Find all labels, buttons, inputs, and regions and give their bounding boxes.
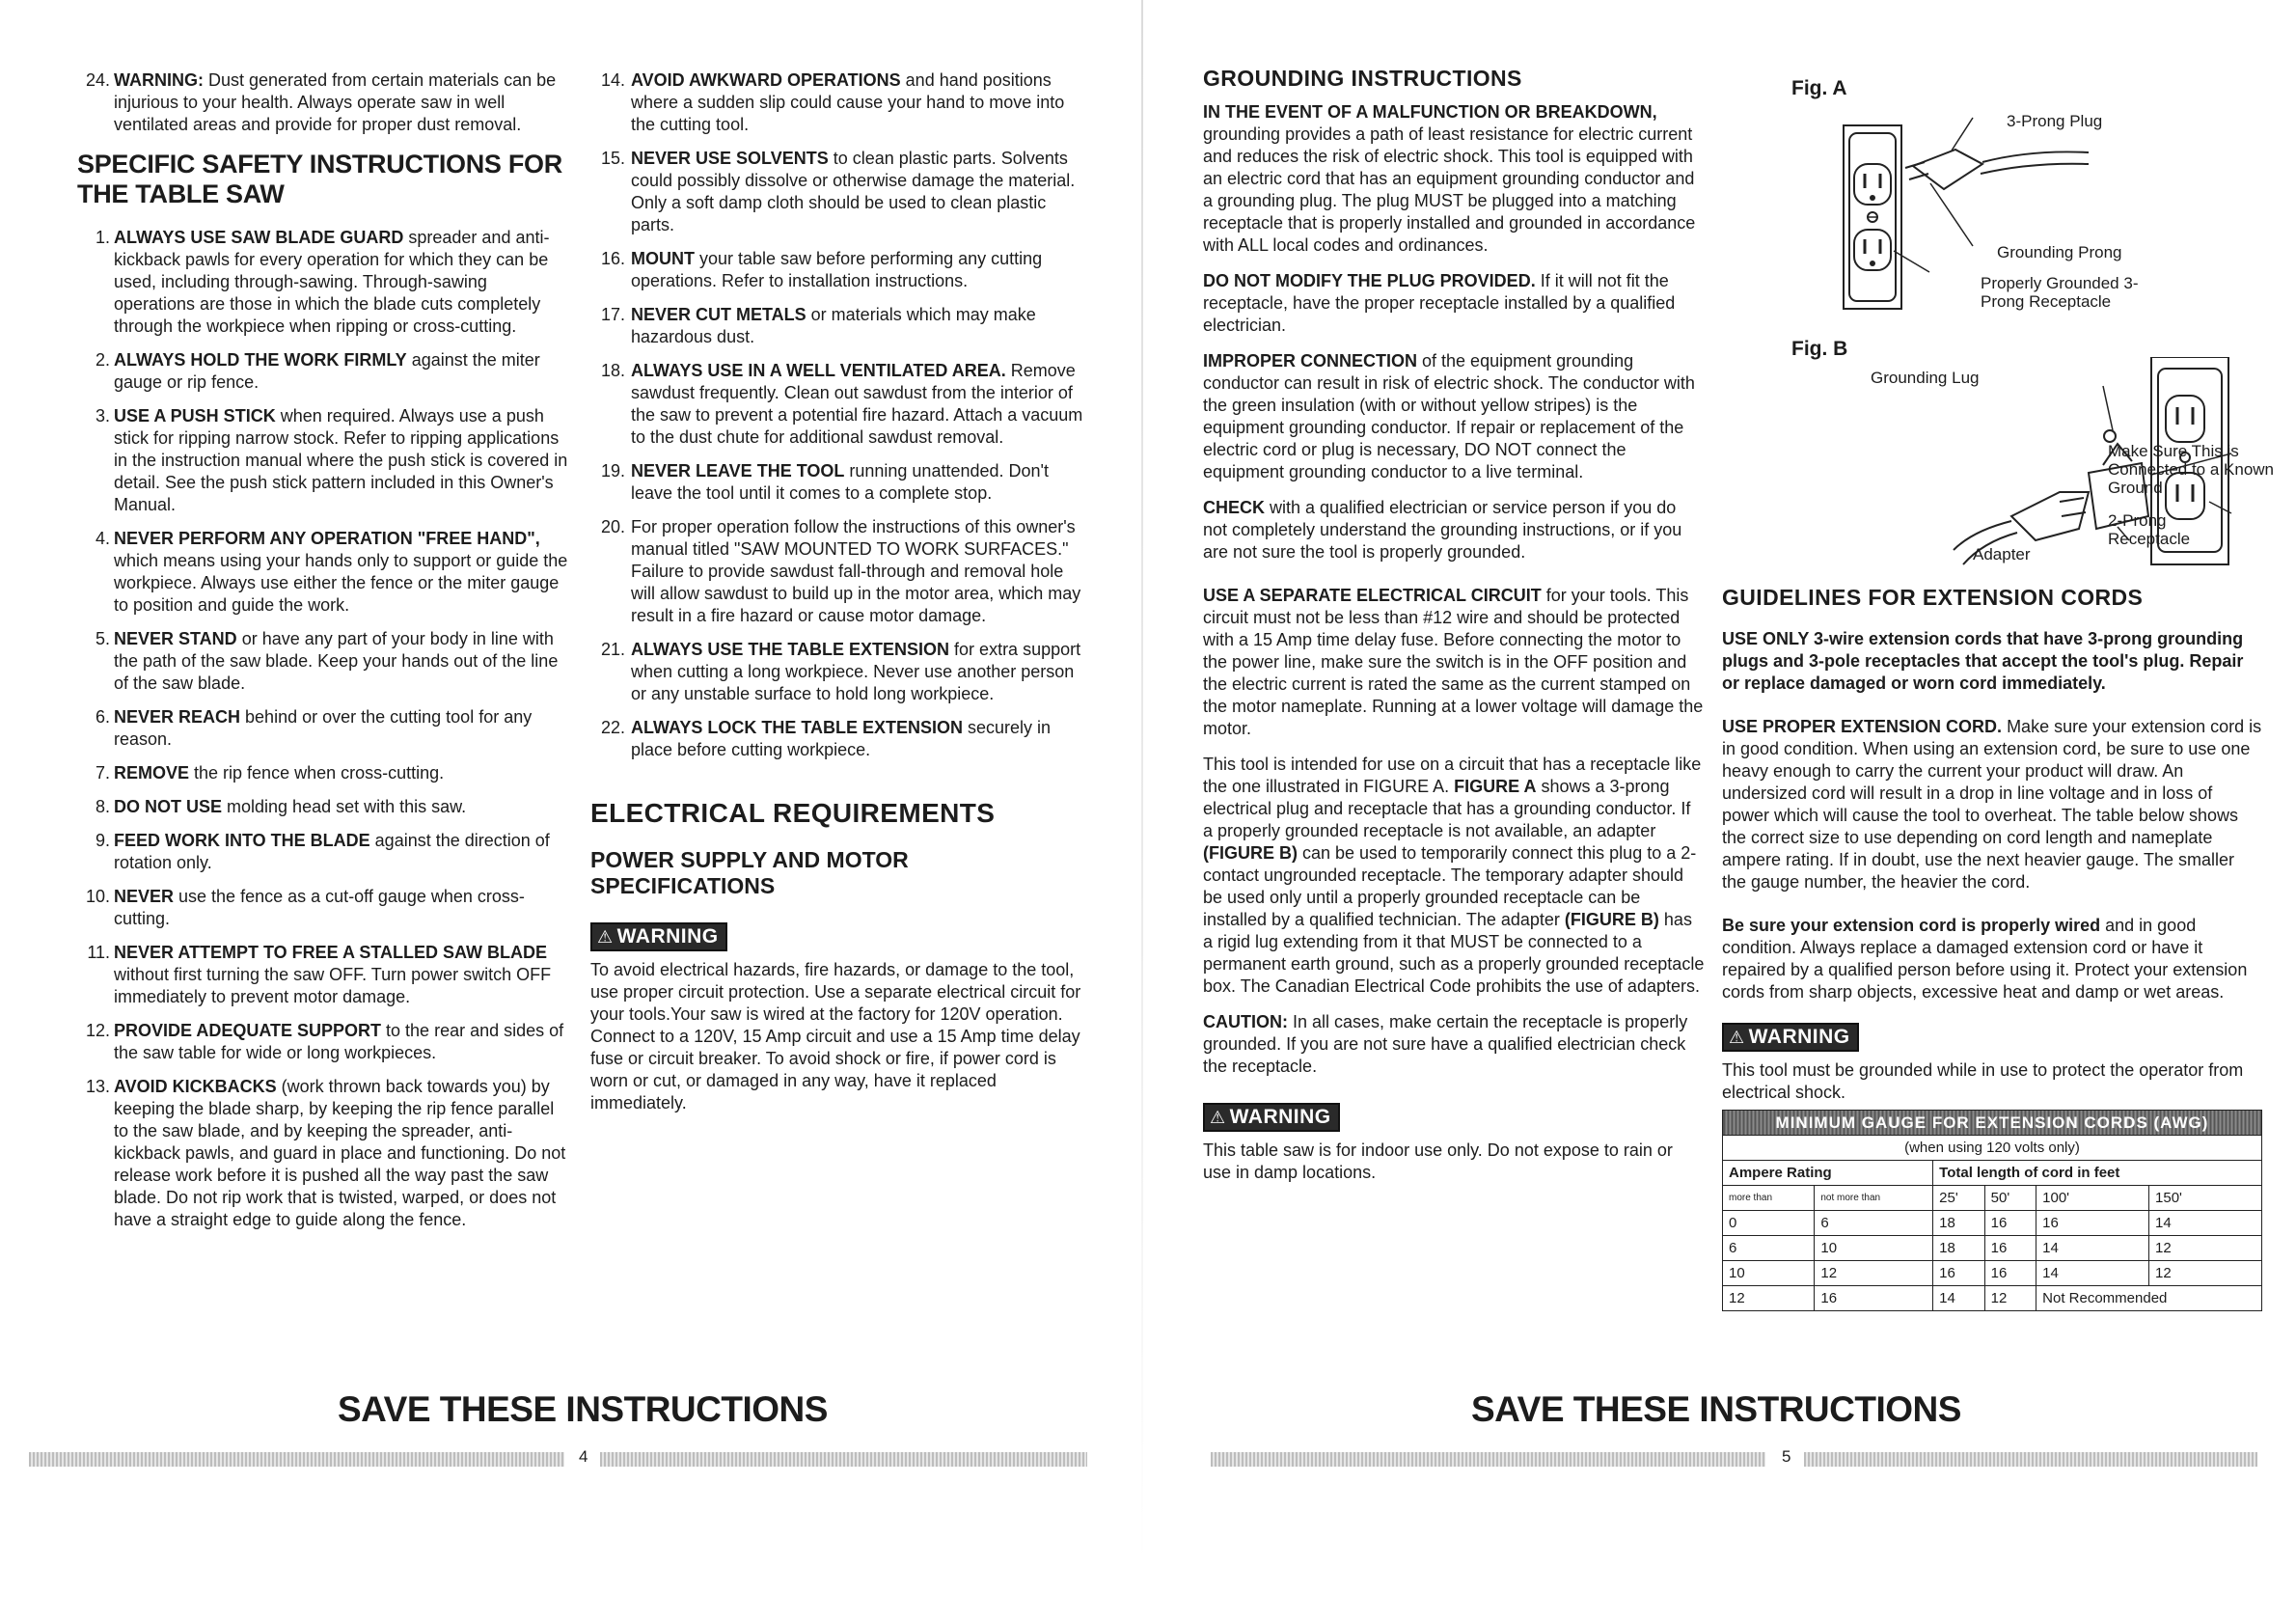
warning-badge <box>1203 1103 1340 1132</box>
item-text: behind or over the cutting tool for any reason. <box>114 707 533 749</box>
item-lead: ALWAYS USE IN A WELL VENTILATED AREA. <box>631 361 1006 380</box>
extension-cords-title: GUIDELINES FOR EXTENSION CORDS <box>1722 585 2144 610</box>
table-cell: 6 <box>1723 1236 1815 1261</box>
length-header: 150' <box>2149 1186 2262 1211</box>
para-text: shows a 3-prong electrical plug and receptacle that has a grounding conductor. If a properly grounded receptacle is not available, an adapter <box>1203 777 1691 840</box>
electrical-title: ELECTRICAL REQUIREMENTS <box>590 798 996 828</box>
table-cell: 14 <box>1933 1286 1985 1311</box>
item-number: 9. <box>95 831 110 850</box>
power-supply-title: POWER SUPPLY AND MOTOR SPECIFICATIONS <box>590 847 909 898</box>
warning-label: WARNING <box>616 925 719 948</box>
item-number: 22. <box>600 718 625 737</box>
item-number: 5. <box>95 629 110 648</box>
item-number: 8. <box>95 797 110 816</box>
para-lead: FIGURE A <box>1454 777 1537 796</box>
item-text: Dust generated from certain materials can be injurious to your health. Always operate saw in well ventilated areas and provide for proper dust removal. <box>114 70 557 134</box>
list-item <box>77 886 569 930</box>
item-text: against the miter gauge or rip fence. <box>114 350 540 392</box>
list-item <box>77 227 569 338</box>
list-item <box>77 1020 569 1064</box>
table-cell: 6 <box>1815 1211 1933 1236</box>
paragraph <box>1203 585 1705 740</box>
item-number: 6. <box>95 707 110 727</box>
length-header: 25' <box>1933 1186 1985 1211</box>
para-lead: (FIGURE B) <box>1564 910 1659 929</box>
right-column-1 <box>1203 66 1705 1197</box>
item-number: 3. <box>95 406 110 426</box>
list-item <box>590 460 1092 505</box>
para-lead: CHECK <box>1203 498 1266 517</box>
item-number: 20. <box>600 517 625 536</box>
not-more-than-header: not more than <box>1815 1186 1933 1211</box>
item-lead: NEVER ATTEMPT TO FREE A STALLED SAW BLADE <box>114 943 548 962</box>
item-text: or materials which may make hazardous dust. <box>631 305 1036 346</box>
item-number: 16. <box>600 249 625 268</box>
list-item <box>77 830 569 874</box>
item-text: the rip fence when cross-cutting. <box>189 763 445 783</box>
item-number: 12. <box>85 1021 110 1040</box>
list-item <box>590 248 1092 292</box>
table-cell: 18 <box>1933 1211 1985 1236</box>
fig-b-two-prong-label: 2-Prong Receptacle <box>2108 511 2191 548</box>
table-row <box>1723 1211 2262 1236</box>
para-text: for your tools. This circuit must not be less than #12 wire and should be protected with a 15 Amp time delay fuse. Before connecting the motor to the power line, make sure the switch is in the OFF position and the electric current is rated the same as the current stamped on the motor nameplate. Running at a lower voltage will damage the motor. <box>1203 586 1704 738</box>
item-number: 4. <box>95 529 110 548</box>
paragraph <box>1203 350 1705 483</box>
list-item <box>77 706 569 751</box>
table-cell: 14 <box>2036 1236 2149 1261</box>
item-text: when required. Always use a push stick for ripping narrow stock. Refer to ripping applications in the instruction manual where the push stick is covered in detail. See the push stick pattern included in this Owner's Manual. <box>114 406 568 514</box>
item-text: or have any part of your body in line with the path of the saw blade. Keep your hands out of the line of the saw blade. <box>114 629 559 693</box>
warning-triangle-icon: ⚠ <box>597 927 614 947</box>
warning-badge <box>590 922 727 951</box>
item-lead: MOUNT <box>631 249 695 268</box>
power-supply-text: To avoid electrical hazards, fire hazards, or damage to the tool, use proper circuit protection. Use a separate electrical circuit for your tools.Your saw is wired at the factory for 120V operation. Connect to a 120V, 15 Amp circuit and use a 15 Amp time delay fuse or circuit breaker. To avoid shock or fire, if power cord is worn or cut, or damaged in any way, have it replaced immediately. <box>590 960 1081 1113</box>
item-lead: AVOID AWKWARD OPERATIONS <box>631 70 901 90</box>
item-lead: NEVER LEAVE THE TOOL <box>631 461 845 481</box>
item-text: and hand positions where a sudden slip could cause your hand to move into the cutting tool. <box>631 70 1065 134</box>
list-item <box>590 304 1092 348</box>
table-title: MINIMUM GAUGE FOR EXTENSION CORDS (AWG) <box>1723 1111 2262 1136</box>
item-text: your table saw before performing any cutting operations. Refer to installation instructions. <box>631 249 1043 290</box>
item-number: 1. <box>95 228 110 247</box>
item-number: 13. <box>85 1077 110 1096</box>
fig-a-prong-label: Grounding Prong <box>1997 243 2122 261</box>
item-text: which means using your hands only to support or guide the workpiece. Always use either the fence or the miter gauge to position and guide the work. <box>114 551 568 615</box>
save-instructions-title: SAVE THESE INSTRUCTIONS <box>1471 1389 1961 1429</box>
table-row <box>1723 1236 2262 1261</box>
item-lead: USE A PUSH STICK <box>114 406 276 426</box>
item-number: 24. <box>85 70 110 90</box>
fig-b-label: Fig. B <box>1791 338 1848 360</box>
table-cell: 16 <box>1984 1236 2036 1261</box>
safety-list-2 <box>590 69 1092 761</box>
item-lead: NEVER <box>114 887 175 906</box>
length-header: 100' <box>2036 1186 2149 1211</box>
para-text: grounding provides a path of least resistance for electric current and reduces the risk of electric shock. This tool is equipped with an electric cord that has an equipment grounding conductor and a grounding plug. The plug MUST be plugged into a matching receptacle that is properly installed and grounded in accordance with ALL local codes and ordinances. <box>1203 124 1696 255</box>
item-lead: NEVER USE SOLVENTS <box>631 149 829 168</box>
table-subtitle: (when using 120 volts only) <box>1723 1136 2262 1161</box>
table-cell: 14 <box>2149 1211 2262 1236</box>
list-item <box>77 405 569 516</box>
list-item <box>77 1076 569 1231</box>
list-item <box>77 762 569 784</box>
right-column-2 <box>1722 585 2262 1311</box>
table-cell: 10 <box>1723 1261 1815 1286</box>
table-cell: 12 <box>2149 1236 2262 1261</box>
list-item <box>590 639 1092 705</box>
table-cell: 16 <box>1933 1261 1985 1286</box>
more-than-header: more than <box>1723 1186 1815 1211</box>
table-cell: 16 <box>1984 1211 2036 1236</box>
safety-list-1 <box>77 227 569 1231</box>
item-text: against the direction of rotation only. <box>114 831 550 872</box>
para-text: Make sure your extension cord is in good condition. When using an extension cord, be sure to use one heavy enough to carry the current your product will draw. An undersized cord will result in a drop in line voltage and in loss of power which will cause the tool to overheat. The table below shows the correct size to use depending on cord length and nameplate ampere rating. If in doubt, use the next heavier gauge. The smaller the gauge number, the heavier the cord. <box>1722 717 2262 892</box>
item-lead: NEVER PERFORM ANY OPERATION "FREE HAND", <box>114 529 540 548</box>
table-cell: 16 <box>2036 1211 2149 1236</box>
table-cell: 16 <box>1815 1286 1933 1311</box>
left-column-2 <box>590 69 1092 1128</box>
table-cell: Not Recommended <box>2036 1286 2262 1311</box>
table-cell: 18 <box>1933 1236 1985 1261</box>
extension-cord-gauge-table <box>1722 1110 2262 1311</box>
table-cell: 16 <box>1984 1261 2036 1286</box>
item-text: (work thrown back towards you) by keeping the blade sharp, by keeping the rip fence parallel to the saw blade, and by keeping the spreader, anti-kickback pawls, and guard in place and functioning. Do not release work before it is pushed all the way past the saw blade. Do not rip work that is twisted, warped, or does not have a straight edge to guide along the fence. <box>114 1077 566 1229</box>
item-lead: AVOID KICKBACKS <box>114 1077 277 1096</box>
item-text: securely in place before cutting workpiece. <box>631 718 1052 759</box>
list-item <box>77 349 569 394</box>
grounding-title: GROUNDING INSTRUCTIONS <box>1203 66 1522 91</box>
item-lead: NEVER CUT METALS <box>631 305 806 324</box>
length-header: 50' <box>1984 1186 2036 1211</box>
page-left <box>0 0 1143 1621</box>
list-item <box>590 148 1092 236</box>
fig-b-ground-label: Make Sure This is Connected to a Known Ground <box>2108 442 2275 497</box>
footer-bar <box>1211 1452 1765 1467</box>
fig-b-adapter-label: Adapter <box>1973 545 2031 563</box>
para-lead: USE A SEPARATE ELECTRICAL CIRCUIT <box>1203 586 1542 605</box>
list-item <box>590 69 1092 136</box>
paragraph <box>1203 270 1705 337</box>
paragraph <box>1203 101 1705 257</box>
para-text: In all cases, make certain the receptacle is properly grounded. If you are not sure have a qualified electrician check the receptacle. <box>1203 1012 1688 1076</box>
para-text: This tool is intended for use on a circuit that has a receptacle like the one illustrated in FIGURE A. <box>1203 755 1702 796</box>
left-column-1 <box>77 69 569 1243</box>
list-item <box>590 360 1092 449</box>
item-text: molding head set with this saw. <box>222 797 467 816</box>
para-lead: (FIGURE B) <box>1203 843 1298 863</box>
ampere-rating-header: Ampere Rating <box>1723 1161 1933 1186</box>
footer-bar <box>600 1452 1087 1467</box>
table-cell: 0 <box>1723 1211 1815 1236</box>
item-number: 17. <box>600 305 625 324</box>
warning-label: WARNING <box>1748 1026 1850 1048</box>
item-number: 18. <box>600 361 625 380</box>
warning-label: WARNING <box>1229 1106 1331 1128</box>
item-lead: WARNING: <box>114 70 204 90</box>
item-number: 7. <box>95 763 110 783</box>
page-number: 5 <box>1782 1447 1791 1466</box>
list-item <box>77 628 569 695</box>
item-lead: ALWAYS HOLD THE WORK FIRMLY <box>114 350 407 370</box>
fig-b-lug-label: Grounding Lug <box>1871 369 1980 387</box>
item-lead: PROVIDE ADEQUATE SUPPORT <box>114 1021 382 1040</box>
item-number: 14. <box>600 70 625 90</box>
page-right <box>1143 0 2296 1621</box>
item-lead: NEVER STAND <box>114 629 237 648</box>
table-cell: 12 <box>2149 1261 2262 1286</box>
warning-triangle-icon: ⚠ <box>1729 1028 1745 1047</box>
paragraph <box>1722 716 2262 893</box>
item-lead: REMOVE <box>114 763 190 783</box>
fig-a-receptacle-label: Properly Grounded 3-Prong Receptacle <box>1981 274 2139 311</box>
item-lead: ALWAYS LOCK THE TABLE EXTENSION <box>631 718 964 737</box>
item-text: running unattended. Don't leave the tool until it comes to a complete stop. <box>631 461 1049 503</box>
item-text: For proper operation follow the instructions of this owner's manual titled "SAW MOUNTED TO WORK SURFACES." Failure to provide sawdust fall-through and removal hole will allow sawdust to build up in the motor area, which may result in a fire hazard or cause motor damage. <box>631 517 1081 625</box>
para-text: can be used to temporarily connect this plug to a 2-contact ungrounded receptacle. The temporary adapter should be used only until a properly grounded receptacle can be installed by a qualified technician. The adapter <box>1203 843 1697 929</box>
paragraph <box>1203 1011 1705 1078</box>
warning-badge <box>1722 1023 1859 1052</box>
list-item <box>77 528 569 617</box>
fig-a-plug-label: 3-Prong Plug <box>2007 112 2103 130</box>
paragraph <box>1722 915 2262 1003</box>
cord-length-header: Total length of cord in feet <box>1933 1161 2262 1186</box>
item-number: 11. <box>87 943 110 962</box>
section-title: SPECIFIC SAFETY INSTRUCTIONS FOR THE TABLE SAW <box>77 150 562 208</box>
item-lead: NEVER REACH <box>114 707 241 727</box>
item-lead: DO NOT USE <box>114 797 223 816</box>
item-text: to the rear and sides of the saw table for wide or long workpieces. <box>114 1021 564 1062</box>
save-instructions-title: SAVE THESE INSTRUCTIONS <box>338 1389 828 1429</box>
para-lead: IN THE EVENT OF A MALFUNCTION OR BREAKDOWN, <box>1203 102 1657 122</box>
table-row <box>1723 1286 2262 1311</box>
indoor-use-text: This table saw is for indoor use only. Do not expose to rain or use in damp locations. <box>1203 1140 1673 1182</box>
para-text: with a qualified electrician or service person if you do not completely understand the grounding instructions, or if you are not sure the tool is properly grounded. <box>1203 498 1682 562</box>
item-number: 21. <box>600 640 625 659</box>
grounded-warning-text: This tool must be grounded while in use to protect the operator from electrical shock. <box>1722 1060 2244 1102</box>
para-text: has a rigid lug extending from it that MUST be connected to a permanent earth ground, such as a properly grounded receptacle box. The Canadian Electrical Code prohibits the use of adapters. <box>1203 910 1705 996</box>
item-number: 10. <box>85 887 110 906</box>
para-lead: USE PROPER EXTENSION CORD. <box>1722 717 2003 736</box>
item-lead: ALWAYS USE SAW BLADE GUARD <box>114 228 404 247</box>
para-text: If it will not fit the receptacle, have the proper receptacle installed by a qualified electrician. <box>1203 271 1676 335</box>
item-text: without first turning the saw OFF. Turn power switch OFF immediately to prevent motor damage. <box>114 965 552 1006</box>
list-item <box>590 516 1092 627</box>
item-number: 15. <box>600 149 625 168</box>
table-cell: 12 <box>1984 1286 2036 1311</box>
item-number: 19. <box>600 461 625 481</box>
table-cell: 12 <box>1815 1261 1933 1286</box>
para-lead: CAUTION: <box>1203 1012 1288 1031</box>
page-number: 4 <box>579 1447 588 1466</box>
para-text: of the equipment grounding conductor can result in risk of electric shock. The conductor with the green insulation (with or without yellow stripes) is the equipment grounding conductor. If repair or replacement of the electric cord or plug is necessary, DO NOT connect the equipment grounding conductor to a live terminal. <box>1203 351 1695 481</box>
item-lead: FEED WORK INTO THE BLADE <box>114 831 370 850</box>
item-text: use the fence as a cut-off gauge when cross-cutting. <box>114 887 525 928</box>
item-number: 2. <box>95 350 110 370</box>
item-text: spreader and anti-kickback pawls for every operation for which they can be used, including through-sawing. Through-sawing operations are those in which the blade cuts completely through the workpiece when ripping or cross-cutting. <box>114 228 550 336</box>
table-cell: 10 <box>1815 1236 1933 1261</box>
list-item <box>77 796 569 818</box>
item-lead: ALWAYS USE THE TABLE EXTENSION <box>631 640 950 659</box>
list-item <box>77 942 569 1008</box>
fig-a-label: Fig. A <box>1791 77 1847 99</box>
item-text: Remove sawdust frequently. Clean out sawdust from the interior of the saw to prevent a potential fire hazard. Attach a vacuum to the dust chute for additional sawdust removal. <box>631 361 1083 447</box>
table-cell: 12 <box>1723 1286 1815 1311</box>
table-cell: 14 <box>2036 1261 2149 1286</box>
list-item <box>590 717 1092 761</box>
warning-triangle-icon: ⚠ <box>1210 1108 1226 1127</box>
list-item <box>77 69 569 136</box>
para-lead: Be sure your extension cord is properly wired <box>1722 916 2101 935</box>
item-text: for extra support when cutting a long workpiece. Never use another person or any unstable surface to hold long workpiece. <box>631 640 1081 703</box>
para-lead: IMPROPER CONNECTION <box>1203 351 1418 371</box>
para-text: and in good condition. Always replace a damaged extension cord or have it repaired by a qualified person before using it. Protect your extension cords from sharp objects, excessive heat and damp or wet areas. <box>1722 916 2248 1002</box>
para-lead: DO NOT MODIFY THE PLUG PROVIDED. <box>1203 271 1536 290</box>
table-row <box>1723 1261 2262 1286</box>
extension-cords-intro: USE ONLY 3-wire extension cords that have 3-prong grounding plugs and 3-pole receptacles that accept the tool's plug. Repair or replace damaged or worn cord immediately. <box>1722 629 2244 693</box>
paragraph <box>1203 754 1705 998</box>
footer-bar <box>1804 1452 2257 1467</box>
paragraph <box>1203 497 1705 563</box>
item-text: to clean plastic parts. Solvents could possibly dissolve or otherwise damage the material. Only a soft damp cloth should be used to clean plastic parts. <box>631 149 1076 234</box>
footer-bar <box>29 1452 564 1467</box>
